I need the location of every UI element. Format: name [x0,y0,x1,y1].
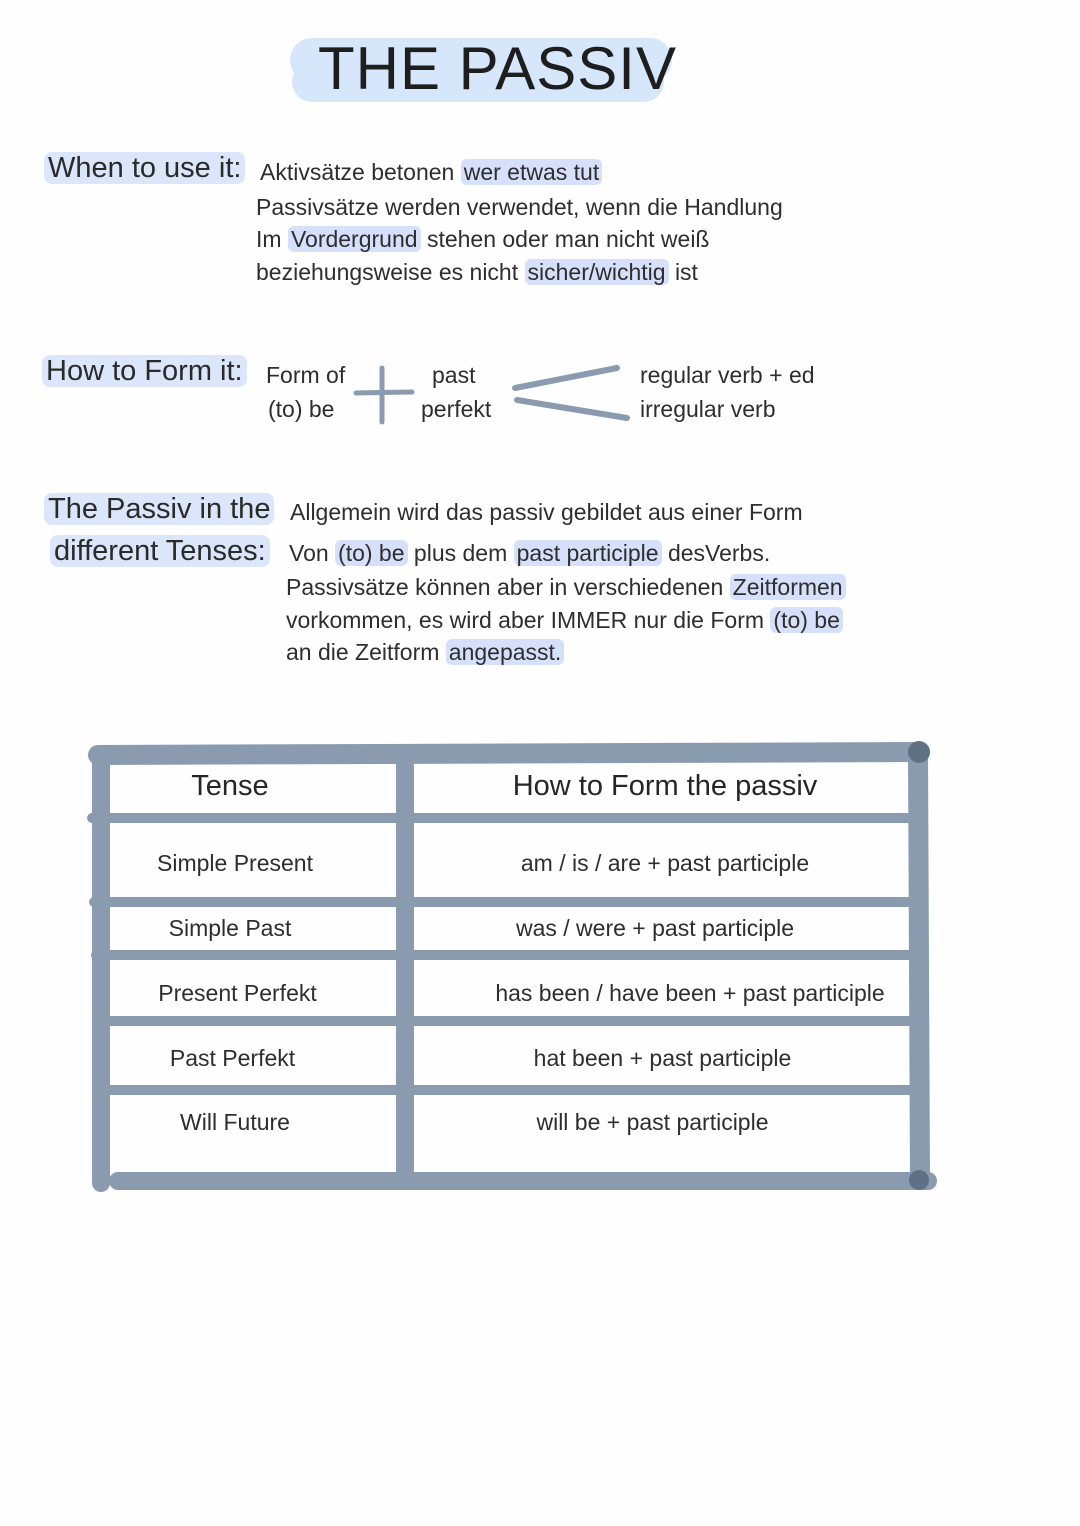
past-label: past [432,362,476,388]
how-heading: How to Form it: [42,355,247,388]
perfekt-label: perfekt [421,396,492,422]
to-be-label: (to) be [268,396,335,422]
regular-verb-label: regular verb + ed [640,362,815,388]
table-header-form: How to Form the passiv [512,770,818,802]
when-heading: When to use it: [44,152,245,185]
table-row-form: will be + past participle [536,1109,769,1135]
tenses-line-3: Passivsätze können aber in verschiedenen Zeitformen [286,574,846,601]
when-line-4: beziehungsweise es nicht sicher/wichtig ist [256,259,698,285]
highlight: (to) be [770,607,842,633]
table-row-form: hat been + past participle [533,1045,792,1071]
table-row-tense: Simple Past [168,915,292,941]
table-row-form: has been / have been + past participle [495,980,885,1006]
highlight: past participle [514,540,662,566]
table-row-form: am / is / are + past participle [520,850,810,876]
highlight: Vordergrund [288,226,421,252]
table-row-tense: Simple Present [157,850,313,876]
table-row-form: was / were + past participle [515,915,795,941]
tenses-line-1: Allgemein wird das passiv gebildet aus einer Form [290,499,803,525]
table-header-tense: Tense [191,770,269,802]
tenses-heading-line-2: different Tenses: [50,535,270,568]
table-row-tense: Present Perfekt [158,980,317,1006]
page-title: THE PASSIV [318,35,677,102]
form-of-label: Form of [266,362,346,388]
when-line-3: Im Vordergrund stehen oder man nicht weiß [256,226,710,252]
tenses-line-4: vorkommen, es wird aber IMMER nur die Form (to) be [286,607,843,634]
table-row-tense: Will Future [180,1109,290,1135]
tenses-line-5: an die Zeitform angepasst. [286,639,564,666]
highlight: (to) be [335,540,407,566]
tenses-heading-line-1: The Passiv in the [44,493,274,526]
when-line-2: Passivsätze werden verwendet, wenn die Handlung [256,194,783,220]
irregular-verb-label: irregular verb [640,396,776,422]
tenses-line-2: Von (to) be plus dem past participle desVerbs. [289,540,771,566]
highlight: wer etwas tut [461,159,603,185]
highlight: sicher/wichtig [525,259,669,285]
table-row-tense: Past Perfekt [169,1045,296,1071]
highlight: angepasst. [446,639,565,665]
highlight: Zeitformen [730,574,846,600]
when-line-1: Aktivsätze betonen wer etwas tut [260,159,602,186]
